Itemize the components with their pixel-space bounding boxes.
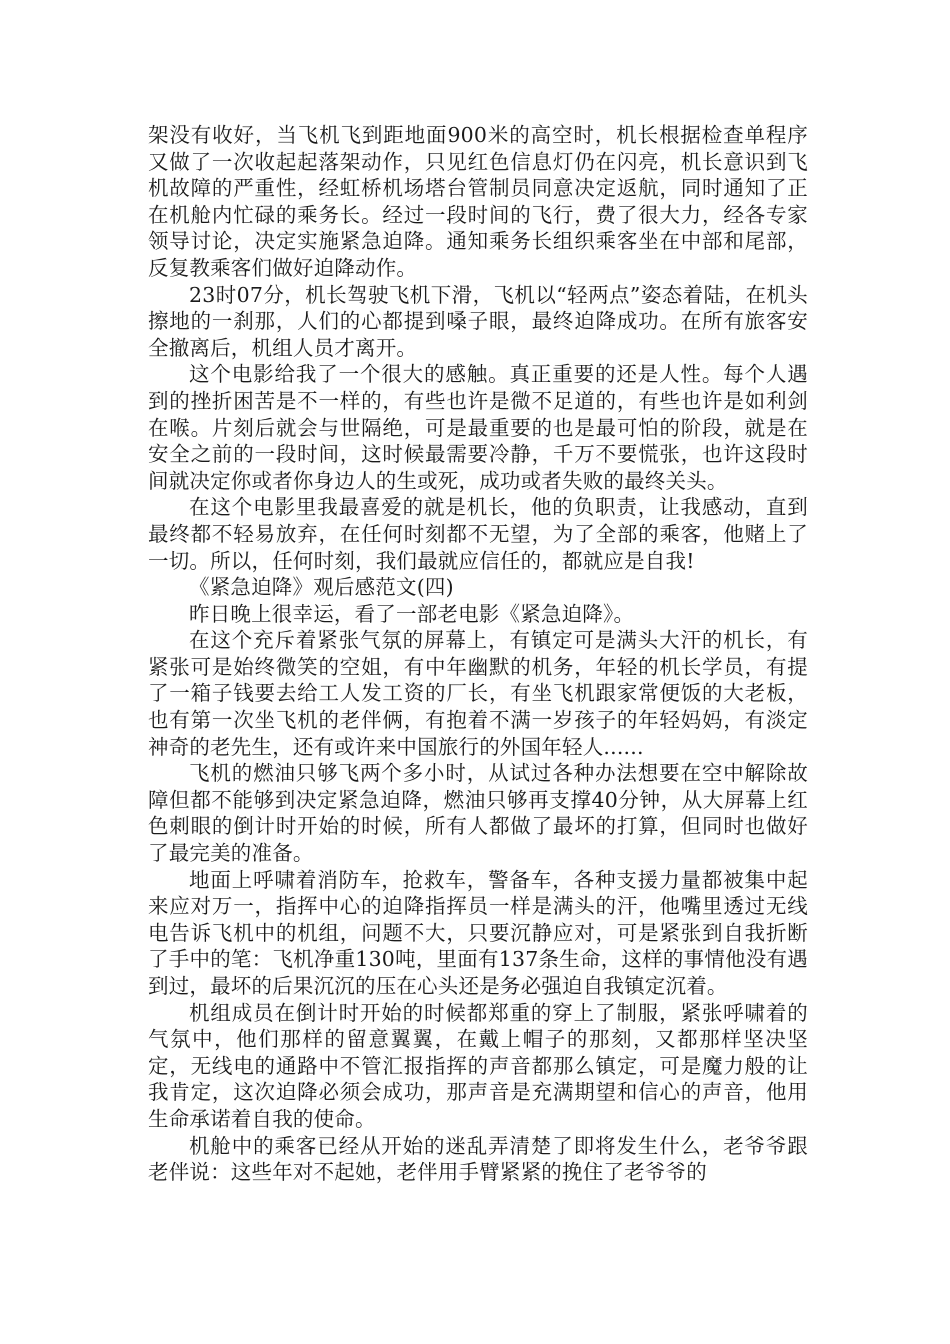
paragraph-6: 昨日晚上很幸运，看了一部老电影《紧急迫降》。 bbox=[189, 601, 635, 626]
paragraph-7: 在这个充斥着紧张气氛的屏幕上，有镇定可是满头大汗的机长，有紧张可是始终微笑的空姐，有中年幽默的机务，年轻的机长学员，有提了一箱子钱要去给工人发工资的厂长，有坐飞机跟家常便饭的大老板，也有第一次坐飞机的老伴俩，有抱着不满一岁孩子的年轻妈妈，有淡定神奇的老先生，还有或许来中国旅行的外国年轻人...... bbox=[148, 628, 808, 759]
paragraph-10: 机组成员在倒计时开始的时候都郑重的穿上了制服，紧张呼啸着的气氛中，他们那样的留意翼翼，在戴上帽子的那刻，又都那样坚决坚定，无线电的通路中不管汇报指挥的声音都那么镇定，可是魔力般的让我肯定，这次迫降必须会成功，那声音是充满期望和信心的声音，他用生命承诺着自我的使命。 bbox=[148, 1000, 808, 1131]
paragraph-8: 飞机的燃油只够飞两个多小时，从试过各种办法想要在空中解除故障但都不能够到决定紧急迫降，燃油只够再支撑40分钟，从大屏幕上红色刺眼的倒计时开始的时候，所有人都做了最坏的打算，但同时也做好了最完美的准备。 bbox=[148, 761, 808, 866]
paragraph-3: 这个电影给我了一个很大的感触。真正重要的还是人性。每个人遇到的挫折困苦是不一样的，有些也许是微不足道的，有些也许是如利剑在喉。片刻后就会与世隔绝，可是最重要的也是最可怕的阶段，就是在安全之前的一段时间，这时候最需要冷静，千万不要慌张，也许这段时间就决定你或者你身边人的生或死，成功或者失败的最终关头。 bbox=[148, 362, 808, 493]
paragraph-2: 23时07分，机长驾驶飞机下滑，飞机以“轻两点”姿态着陆，在机头擦地的一刹那，人们的心都提到嗓子眼，最终迫降成功。在所有旅客安全撤离后，机组人员才离开。 bbox=[148, 282, 808, 360]
document-body bbox=[148, 122, 808, 1186]
paragraph-1: 架没有收好，当飞机飞到距地面900米的高空时，机长根据检查单程序又做了一次收起起落架动作，只见红色信息灯仍在闪亮，机长意识到飞机故障的严重性，经虹桥机场塔台管制员同意决定返航，同时通知了正在机舱内忙碌的乘务长。经过一段时间的飞行，费了很大力，经各专家领导讨论，决定实施紧急迫降。通知乘务长组织乘客坐在中部和尾部，反复教乘客们做好迫降动作。 bbox=[148, 123, 808, 280]
section-heading: 《紧急迫降》观后感范文(四) bbox=[189, 575, 454, 600]
paragraph-11: 机舱中的乘客已经从开始的迷乱弄清楚了即将发生什么，老爷爷跟老伴说：这些年对不起她，老伴用手臂紧紧的挽住了老爷爷的 bbox=[148, 1133, 808, 1185]
paragraph-9: 地面上呼啸着消防车，抢救车，警备车，各种支援力量都被集中起来应对万一，指挥中心的迫降指挥员一样是满头的汗，他嘴里透过无线电告诉飞机中的机组，问题不大，只要沉静应对，可是紧张到自我折断了手中的笔：飞机净重130吨，里面有137条生命，这样的事情他没有遇到过，最坏的后果沉沉的压在心头还是务必强迫自我镇定沉着。 bbox=[148, 867, 808, 998]
paragraph-4: 在这个电影里我最喜爱的就是机长，他的负职责，让我感动，直到最终都不轻易放弃，在任何时刻都不无望，为了全部的乘客，他赌上了一切。所以，任何时刻，我们最就应信任的，都就应是自我! bbox=[148, 495, 808, 573]
